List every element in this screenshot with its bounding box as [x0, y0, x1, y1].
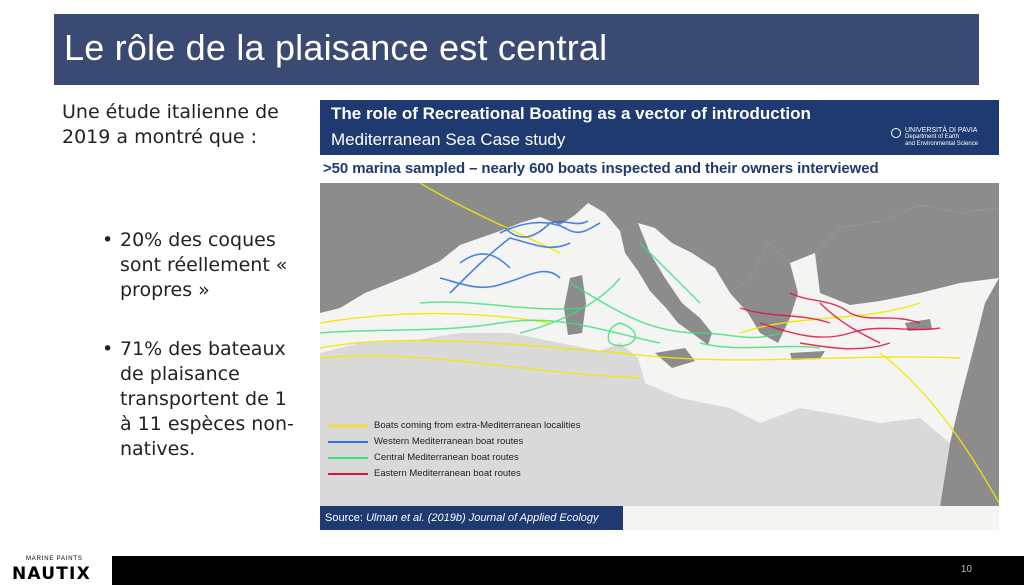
- figure-header: [320, 100, 999, 155]
- university-logo: [905, 127, 995, 148]
- department-line-1: Department of Earth: [905, 134, 960, 140]
- figure-title: The role of Recreational Boating as a vector of introduction: [331, 104, 811, 123]
- department-line-2: and Environmental Science: [905, 141, 979, 147]
- legend-swatch: [328, 425, 368, 427]
- slide-title: Le rôle de la plaisance est central: [64, 27, 608, 68]
- logo-wordmark: NAUTIX: [12, 564, 91, 584]
- footer-bar: [112, 556, 1024, 585]
- legend-swatch: [328, 457, 368, 459]
- nautix-logo: [8, 556, 108, 585]
- route-map-figure: [320, 100, 999, 530]
- source-reference: Ulman et al. (2019b) Journal of Applied Ecology: [365, 512, 599, 524]
- legend-item: [328, 436, 580, 452]
- title-bar: [54, 14, 979, 85]
- legend-item: [328, 420, 580, 436]
- university-name: UNIVERSITÀ DI PAVIA: [905, 127, 978, 134]
- figure-subtitle: Mediterranean Sea Case study: [331, 130, 566, 149]
- page-number: 10: [960, 564, 972, 575]
- legend-swatch: [328, 441, 368, 443]
- intro-text: Une étude italienne de 2019 a montré que :: [62, 101, 279, 148]
- source-citation: [320, 506, 623, 530]
- university-seal-icon: [891, 128, 901, 138]
- left-text-block: [62, 100, 312, 460]
- bullet-list: [102, 228, 302, 496]
- legend-label: Eastern Mediterranean boat routes: [374, 468, 521, 479]
- bullet-item: • 71% des bateaux de plaisance transportent de 1 à 11 espèces non-natives.: [102, 337, 302, 462]
- banner-text: >50 marina sampled – nearly 600 boats inspected and their owners interviewed: [323, 160, 879, 177]
- bullet-item: • 20% des coques sont réellement « propres »: [102, 228, 302, 303]
- logo-tagline: MARINE PAINTS: [26, 556, 83, 562]
- legend-swatch: [328, 473, 368, 475]
- figure-banner: [320, 155, 999, 183]
- legend-item: [328, 452, 580, 468]
- source-label: Source:: [325, 512, 363, 524]
- legend-item: [328, 468, 580, 484]
- map-legend: [328, 420, 580, 484]
- legend-label: Western Mediterranean boat routes: [374, 436, 524, 447]
- legend-label: Central Mediterranean boat routes: [374, 452, 519, 463]
- legend-label: Boats coming from extra-Mediterranean localities: [374, 420, 581, 431]
